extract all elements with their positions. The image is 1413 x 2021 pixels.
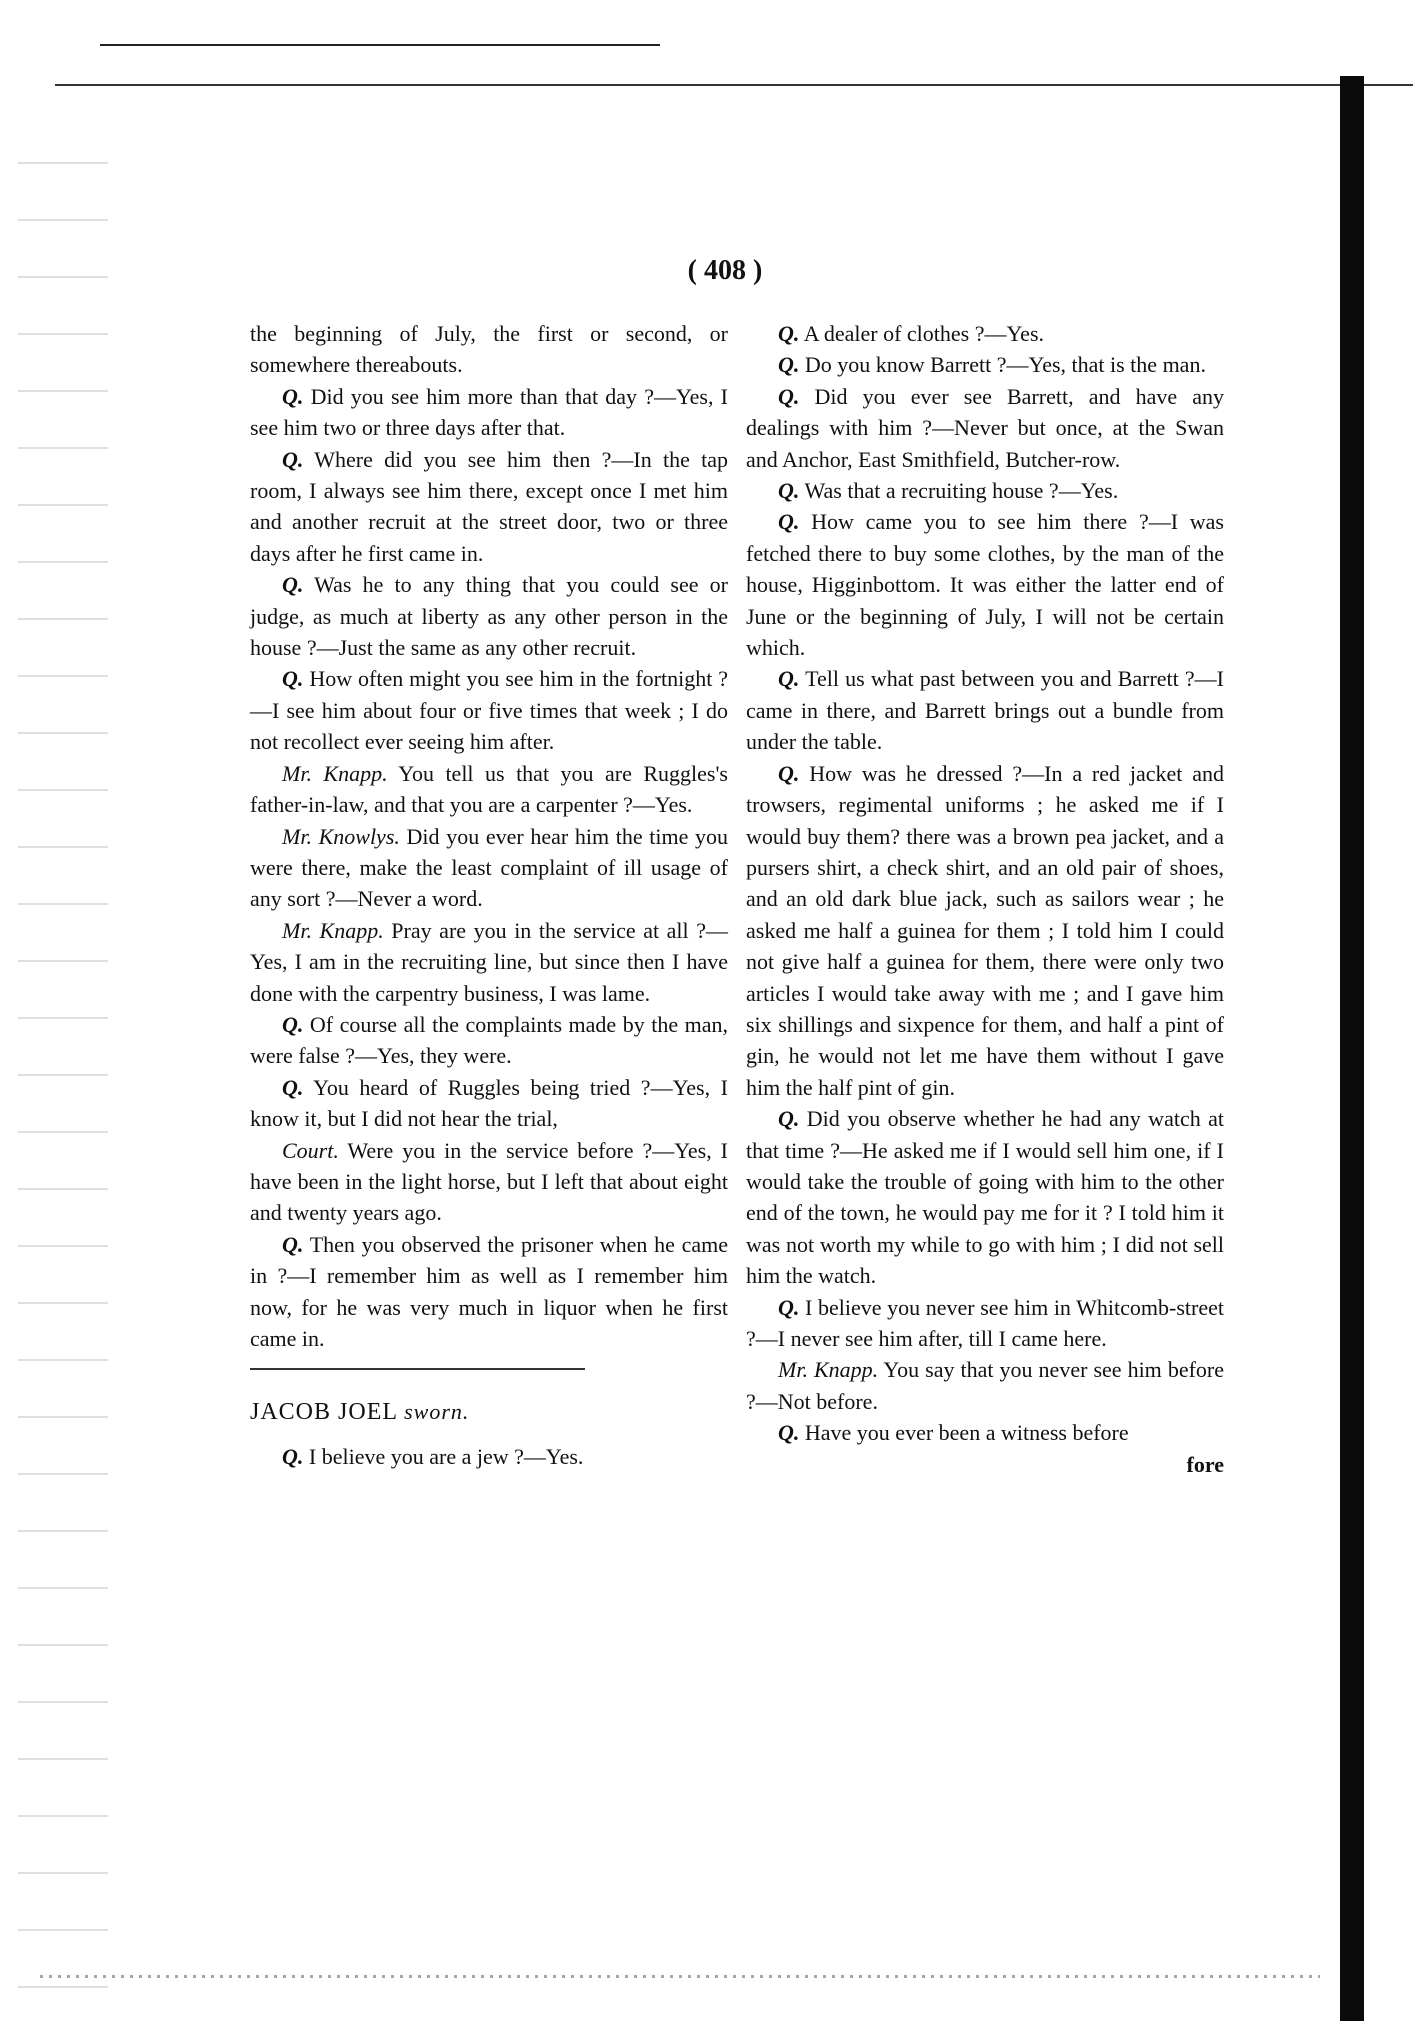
paragraph (746, 1354, 1224, 1417)
witness-name: JACOB JOEL (250, 1399, 398, 1426)
paragraph (250, 1441, 728, 1472)
paragraph (250, 758, 728, 821)
bottom-edge-noise (40, 1975, 1320, 1978)
question-mark-label: Q. (778, 509, 800, 535)
paragraph-text: Where did you see him then ?—In the tap room, I always see him there, except once I met him and another recruit at the street door, two or three days after he first came in. (250, 446, 728, 566)
paragraph (250, 444, 728, 570)
paragraph (746, 349, 1224, 380)
speaker-label: Mr. Knapp. (282, 917, 384, 943)
paragraph-text: You tell us that you are Ruggles's father-in-law, and that you are a carpenter ?—Yes. (250, 760, 728, 818)
paragraph (250, 821, 728, 915)
paragraph (746, 475, 1224, 506)
witness-heading (250, 1396, 728, 1428)
paragraph-text: Of course all the complaints made by the man, were false ?—Yes, they were. (250, 1011, 729, 1069)
paragraph-text: Tell us what past between you and Barrett ?—I came in there, and Barrett brings out a bundle from under the table. (746, 666, 1224, 755)
paragraph-text: You heard of Ruggles being tried ?—Yes, I know it, but I did not hear the trial, (250, 1074, 728, 1132)
speaker-label: Mr. Knapp. (778, 1357, 879, 1383)
left-column-after-heading (250, 1441, 728, 1472)
paragraph (250, 1229, 728, 1355)
paragraph (746, 506, 1224, 663)
question-mark-label: Q. (282, 1231, 304, 1257)
speaker-label: Court. (282, 1137, 339, 1163)
speaker-label: Mr. Knowlys. (282, 823, 400, 849)
left-column (250, 318, 728, 1472)
paragraph-text: Did you see him more than that day ?—Yes, I see him two or three days after that. (250, 383, 728, 441)
paragraph-text: How was he dressed ?—In a red jacket and trowsers, regimental uniforms ; he asked me if I would buy them? there was a brown pea jacket, and a pursers shirt, a check shirt, and an old pair of shoes, and an old dark blue jack, such as sailors wear ; he asked me half a guinea for them ; I told him I could not give half a guinea for them, there were only two articles I would take away with me ; and I gave him six shillings and sixpence for them, and half a pint of gin, he would not let me have them without I gave him the half pint of gin. (746, 760, 1225, 1100)
question-mark-label: Q. (282, 1074, 304, 1100)
question-mark-label: Q. (282, 666, 304, 692)
question-mark-label: Q. (778, 478, 800, 504)
question-mark-label: Q. (282, 572, 304, 598)
paragraph-text: Did you ever see Barrett, and have any dealings with him ?—Never but once, at the Swan and Anchor, East Smithfield, Butcher-row. (746, 383, 1225, 472)
paragraph-text: You say that you never see him before ?—Not before. (746, 1357, 1225, 1414)
paragraph-text: A dealer of clothes ?—Yes. (803, 321, 1045, 346)
question-mark-label: Q. (778, 1106, 800, 1132)
paragraph-text: the beginning of July, the first or second, or somewhere thereabouts. (250, 321, 728, 378)
paragraph-text: I believe you are a jew ?—Yes. (308, 1443, 584, 1469)
question-mark-label: Q. (778, 1294, 800, 1320)
paragraph-text: Pray are you in the service at all ?—Yes, I am in the recruiting line, but since then I have done with the carpentry business, I was lame. (250, 917, 728, 1006)
paragraph-text: Then you observed the prisoner when he came in ?—I remember him as well as I remember him now, for he was very much in liquor when he first came in. (250, 1231, 728, 1351)
question-mark-label: Q. (778, 1420, 800, 1446)
paragraph-text: Were you in the service before ?—Yes, I have been in the light horse, but I left that about eight and twenty years ago. (250, 1137, 728, 1226)
question-mark-label: Q. (778, 321, 800, 346)
paragraph (250, 1009, 728, 1072)
paragraph (250, 1135, 728, 1229)
question-mark-label: Q. (778, 383, 800, 409)
paragraph-text: How often might you see him in the fortnight ?—I see him about four or five times that week ; I do not recollect ever seeing him after. (250, 666, 729, 755)
question-mark-label: Q. (282, 1443, 304, 1469)
paragraph (250, 381, 728, 444)
paragraph-text: Do you know Barrett ?—Yes, that is the man. (804, 352, 1206, 378)
speaker-label: Mr. Knapp. (282, 760, 388, 786)
paragraph-text: Have you ever been a witness before (804, 1420, 1129, 1446)
question-mark-label: Q. (778, 352, 800, 378)
margin-speckle (18, 140, 108, 2000)
paragraph (250, 915, 728, 1009)
page-number: ( 408 ) (687, 255, 763, 286)
paragraph (746, 1103, 1224, 1291)
catchword: fore (1186, 1451, 1224, 1477)
paragraph (746, 318, 1224, 349)
paragraph-text: Did you ever hear him the time you were there, make the least complaint of ill usage of any sort ?—Never a word. (250, 823, 728, 912)
question-mark-label: Q. (282, 383, 304, 409)
paragraph (250, 1072, 728, 1135)
paragraph-text: How came you to see him there ?—I was fetched there to buy some clothes, by the man of the house, Higginbottom. It was either the latter end of June or the beginning of July, I will not be certain which. (746, 509, 1224, 661)
section-rule (250, 1368, 585, 1370)
top-rule (100, 44, 660, 46)
question-mark-label: Q. (282, 1011, 304, 1037)
paragraph (746, 1292, 1224, 1355)
paragraph (746, 663, 1224, 757)
paragraph (250, 663, 728, 757)
paragraph (746, 381, 1224, 475)
paragraph-text: Was that a recruiting house ?—Yes. (804, 478, 1119, 504)
witness-sworn: sworn. (404, 1399, 470, 1425)
page-gutter-shadow (1340, 76, 1364, 2021)
paragraph (746, 758, 1224, 1103)
question-mark-label: Q. (778, 760, 800, 786)
paragraph-text: Did you observe whether he had any watch at that time ?—He asked me if I would sell him one, if I would take the trouble of going with him to the other end of the town, he would pay me for it ? I told him it was not worth my while to go with him ; I did not sell him the watch. (746, 1106, 1224, 1289)
paragraph (250, 318, 728, 381)
header-rule (55, 84, 1413, 86)
question-mark-label: Q. (778, 666, 800, 692)
right-column (746, 318, 1224, 1480)
question-mark-label: Q. (282, 446, 304, 472)
left-column-body (250, 318, 728, 1354)
paragraph (250, 569, 728, 663)
paragraph-text: Was he to any thing that you could see or judge, as much at liberty as any other person in the house ?—Just the same as any other recruit. (250, 572, 728, 661)
paragraph (746, 1417, 1224, 1448)
right-column-body (746, 318, 1224, 1449)
paragraph-text: I believe you never see him in Whitcomb-street ?—I never see him after, till I came here. (746, 1294, 1224, 1351)
